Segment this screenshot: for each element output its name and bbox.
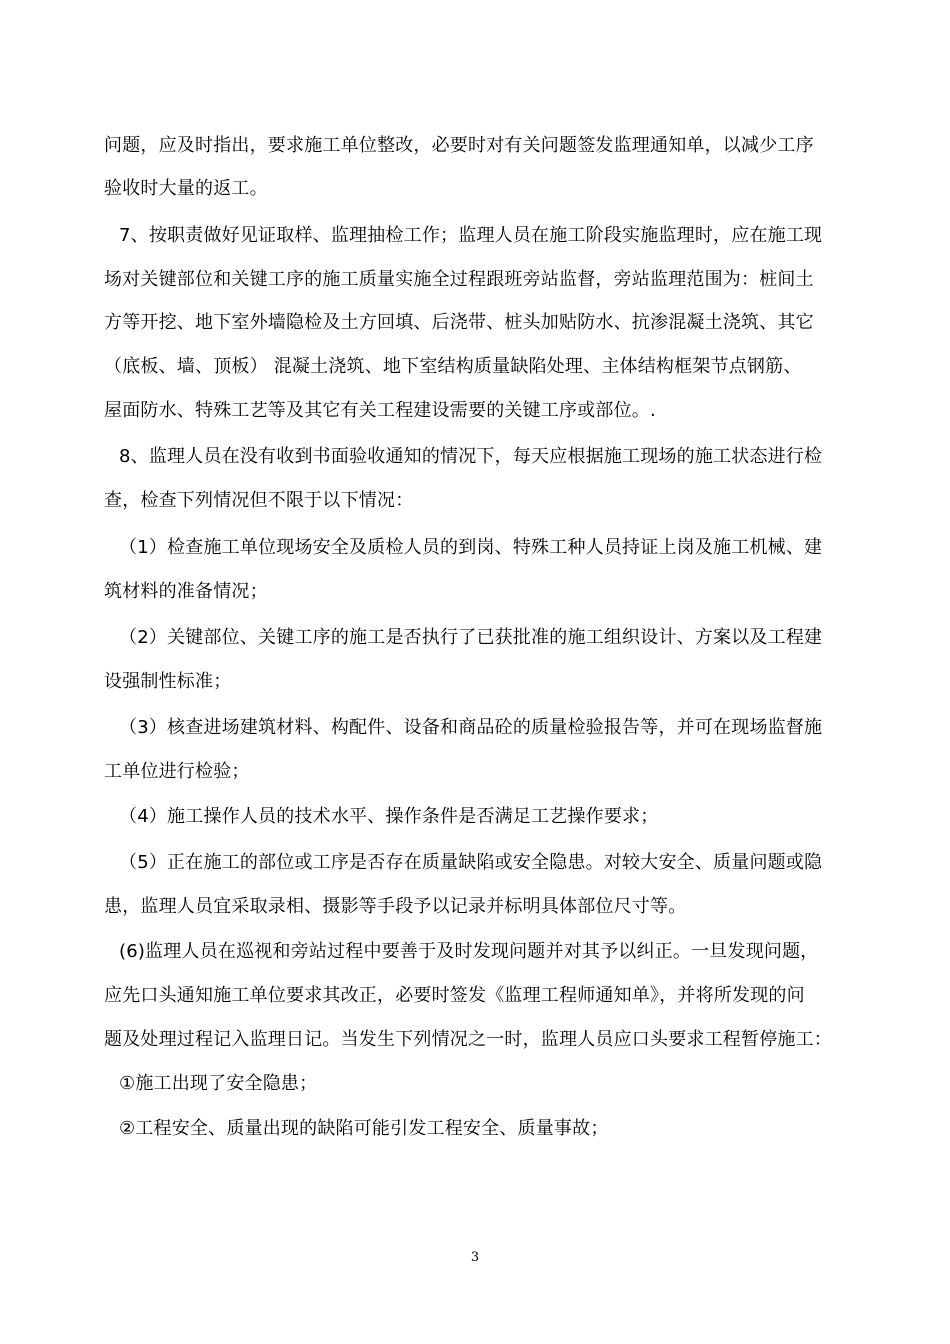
text-line: 查，检查下列情况但不限于以下情况： bbox=[104, 490, 414, 511]
text-line: （4）施工操作人员的技术水平、操作条件是否满足工艺操作要求； bbox=[119, 806, 659, 827]
text-line: （3）核查进场建筑材料、构配件、设备和商品砼的质量检验报告等，并可在现场监督施 bbox=[119, 717, 823, 738]
text-line: 方等开挖、地下室外墙隐检及土方回填、后浇带、桩头加贴防水、抗渗混凝土浇筑、其它 bbox=[104, 312, 814, 333]
text-line: （1）检查施工单位现场安全及质检人员的到岗、特殊工种人员持证上岗及施工机械、建 bbox=[119, 537, 823, 558]
text-line: 患，监理人员宜采取录相、摄影等手段予以记录并标明具体部位尺寸等。 bbox=[104, 896, 687, 917]
text-line: 7、按职责做好见证取样、监理抽检工作；监理人员在施工阶段实施监理时，应在施工现 bbox=[119, 225, 823, 246]
text-line: 筑材料的准备情况； bbox=[104, 581, 268, 602]
text-line: （底板、墙、顶板） 混凝土浇筑、地下室结构质量缺陷处理、主体结构框架节点钢筋、 bbox=[104, 356, 802, 377]
text-line: (6)监理人员在巡视和旁站过程中要善于及时发现问题并对其予以纠正。一旦发现问题， bbox=[119, 941, 819, 962]
text-line: 题及处理过程记入监理日记。当发生下列情况之一时，监理人员应口头要求工程暂停施工： bbox=[104, 1029, 832, 1050]
text-line: 应先口头通知施工单位要求其改正，必要时签发《监理工程师通知单》，并将所发现的问 bbox=[104, 985, 805, 1006]
text-line: 8、监理人员在没有收到书面验收通知的情况下，每天应根据施工现场的施工状态进行检 bbox=[119, 446, 823, 467]
page-number: 3 bbox=[470, 1250, 480, 1265]
text-line: ②工程安全、质量出现的缺陷可能引发工程安全、质量事故； bbox=[119, 1118, 609, 1139]
text-line: 设强制性标准； bbox=[104, 671, 232, 692]
text-line: 问题，应及时指出，要求施工单位整改，必要时对有关问题签发监理通知单，以减少工序 bbox=[104, 135, 814, 156]
text-line: 场对关键部位和关键工序的施工质量实施全过程跟班旁站监督，旁站监理范围为：桩间土 bbox=[104, 269, 814, 290]
text-line: ①施工出现了安全隐患； bbox=[119, 1073, 318, 1094]
text-line: （5）正在施工的部位或工序是否存在质量缺陷或安全隐患。对较大安全、质量问题或隐 bbox=[119, 852, 823, 873]
text-line: （2）关键部位、关键工序的施工是否执行了已获批准的施工组织设计、方案以及工程建 bbox=[119, 627, 823, 648]
text-line: 验收时大量的返工。 bbox=[104, 178, 268, 199]
text-line: 工单位进行检验； bbox=[104, 761, 250, 782]
text-line: 屋面防水、特殊工艺等及其它有关工程建设需要的关键工序或部位。. bbox=[104, 400, 656, 421]
